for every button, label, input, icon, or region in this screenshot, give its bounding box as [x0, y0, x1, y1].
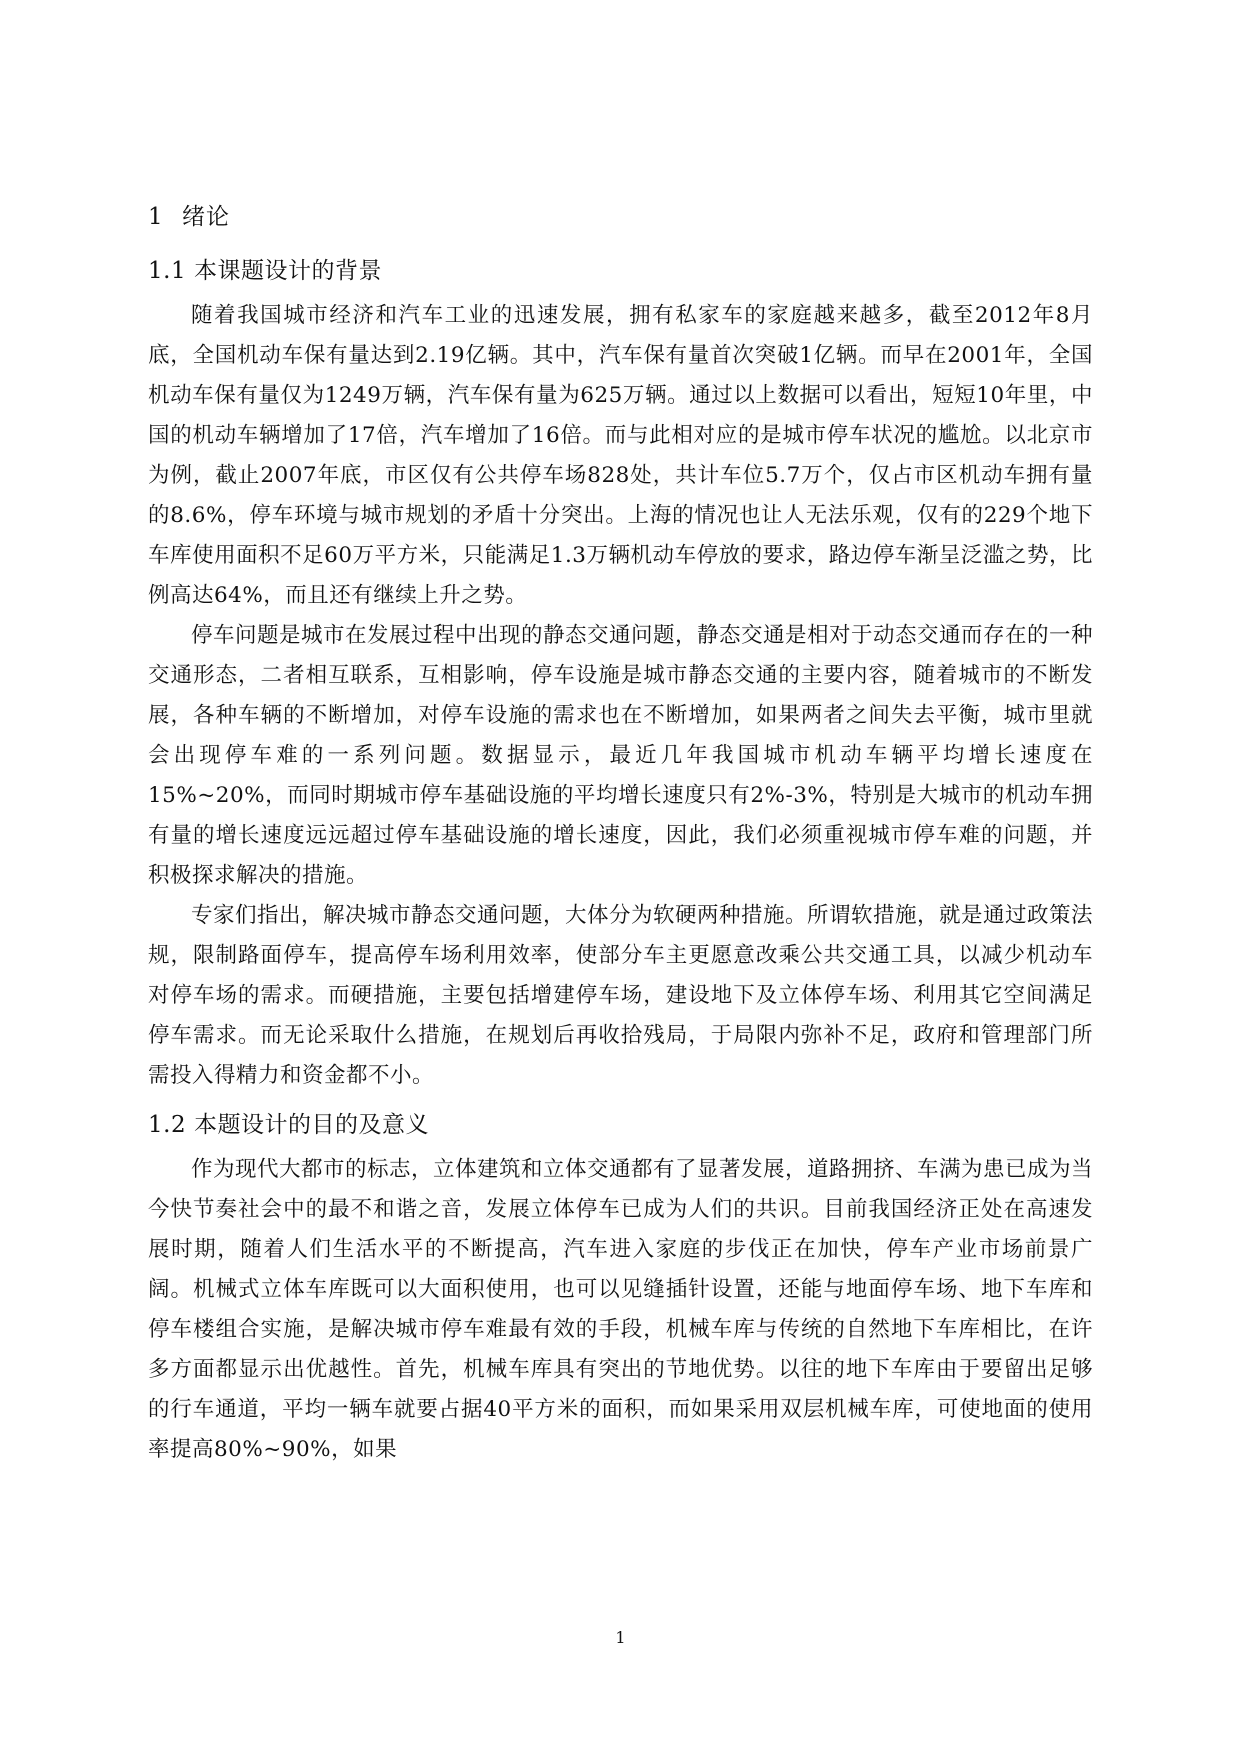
section-heading	[148, 1108, 1093, 1142]
paragraph: 作为现代大都市的标志，立体建筑和立体交通都有了显著发展，道路拥挤、车满为患已成为当今快节奏社会中的最不和谐之音，发展立体停车已成为人们的共识。目前我国经济正处在高速发展时期，随着人们生活水平的不断提高，汽车进入家庭的步伐正在加快，停车产业市场前景广阔。机械式立体车库既可以大面积使用，也可以见缝插针设置，还能与地面停车场、地下车库和停车楼组合实施，是解决城市停车难最有效的手段，机械车库与传统的自然地下车库相比，在许多方面都显示出优越性。首先，机械车库具有突出的节地优势。以往的地下车库由于要留出足够的行车通道，平均一辆车就要占据40平方米的面积，而如果采用双层机械车库，可使地面的使用率提高80%~90%，如果	[148, 1157, 1094, 1462]
chapter-title: 绪论	[182, 204, 230, 230]
section-title: 本题设计的目的及意义	[194, 1112, 429, 1138]
section-number: 1.2	[148, 1112, 187, 1138]
section-spacer	[148, 1096, 1093, 1108]
chapter-number: 1	[148, 204, 164, 230]
section-title: 本课题设计的背景	[194, 258, 382, 284]
paragraph: 专家们指出，解决城市静态交通问题，大体分为软硬两种措施。所谓软措施，就是通过政策法规，限制路面停车，提高停车场利用效率，使部分车主更愿意改乘公共交通工具，以减少机动车对停车场的需求。而硬措施，主要包括增建停车场，建设地下及立体停车场、利用其它空间满足停车需求。而无论采取什么措施，在规划后再收拾残局，于局限内弥补不足，政府和管理部门所需投入得精力和资金都不小。	[148, 903, 1094, 1088]
page-content	[148, 200, 1093, 1470]
page-number: 1	[615, 1628, 626, 1647]
section-purpose	[148, 1108, 1093, 1470]
chapter-heading	[148, 200, 1093, 234]
paragraph: 随着我国城市经济和汽车工业的迅速发展，拥有私家车的家庭越来越多，截至2012年8月底，全国机动车保有量达到2.19亿辆。其中，汽车保有量首次突破1亿辆。而早在2001年，全国机动车保有量仅为1249万辆，汽车保有量为625万辆。通过以上数据可以看出，短短10年里，中国的机动车辆增加了17倍，汽车增加了16倍。而与此相对应的是城市停车状况的尴尬。以北京市为例，截止2007年底，市区仅有公共停车场828处，共计车位5.7万个，仅占市区机动车拥有量的8.6%，停车环境与城市规划的矛盾十分突出。上海的情况也让人无法乐观，仅有的229个地下车库使用面积不足60万平方米，只能满足1.3万辆机动车停放的要求，路边停车渐呈泛滥之势，比例高达64%，而且还有继续上升之势。	[148, 303, 1093, 608]
section-heading	[148, 254, 1093, 288]
section-number: 1.1	[148, 258, 187, 284]
paragraph: 停车问题是城市在发展过程中出现的静态交通问题，静态交通是相对于动态交通而存在的一种交通形态，二者相互联系，互相影响，停车设施是城市静态交通的主要内容，随着城市的不断发展，各种车辆的不断增加，对停车设施的需求也在不断增加，如果两者之间失去平衡，城市里就会出现停车难的一系列问题。数据显示，最近几年我国城市机动车辆平均增长速度在15%~20%，而同时期城市停车基础设施的平均增长速度只有2%-3%，特别是大城市的机动车拥有量的增长速度远远超过停车基础设施的增长速度，因此，我们必须重视城市停车难的问题，并积极探求解决的措施。	[148, 623, 1094, 888]
section-background	[148, 254, 1093, 1096]
